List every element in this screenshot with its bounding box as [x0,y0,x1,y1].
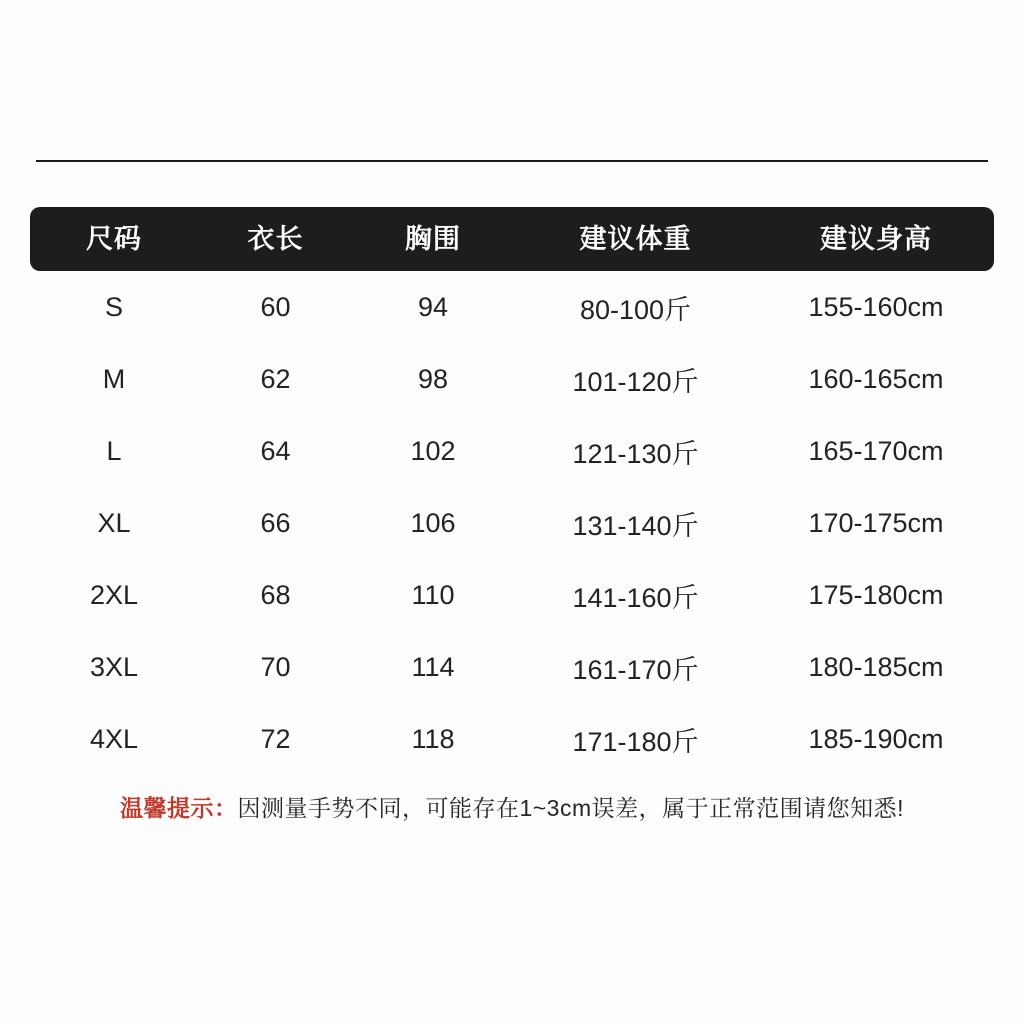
cell-length: 72 [260,723,291,754]
table-row [30,271,994,343]
size-table-container [30,207,994,775]
column-header-height: 建议身高 [820,224,932,254]
cell-size: S [104,291,123,322]
cell-weight: 101-120斤 [572,366,699,397]
table-row [30,415,994,487]
cell-weight: 161-170斤 [572,654,699,685]
cell-size: 2XL [89,579,139,610]
column-header-size: 尺码 [86,224,142,254]
cell-bust: 118 [411,723,455,754]
cell-size: M [102,363,126,394]
table-row [30,343,994,415]
cell-size: 3XL [89,651,139,682]
cell-height: 160-165cm [808,363,944,394]
cell-weight: 131-140斤 [572,510,699,541]
cell-size: L [106,435,122,466]
table-header-row [30,207,994,271]
cell-height: 185-190cm [808,723,944,754]
size-table [30,207,994,775]
cell-bust: 106 [410,507,456,538]
cell-size: XL [97,507,131,538]
measurement-note [30,790,994,823]
cell-height: 170-175cm [808,507,944,538]
cell-size: 4XL [89,723,139,754]
cell-length: 70 [260,651,291,682]
cell-height: 155-160cm [808,291,944,322]
cell-weight: 80-100斤 [579,294,692,325]
column-header-bust: 胸围 [405,224,461,254]
cell-weight: 171-180斤 [572,726,699,757]
table-header [30,207,994,271]
cell-length: 66 [260,507,291,538]
cell-bust: 98 [417,363,449,394]
table-row [30,703,994,775]
note-text: 因测量手势不同，可能存在1~3cm误差，属于正常范围请您知悉! [237,795,905,821]
top-divider [36,160,988,162]
note-label: 温馨提示： [119,795,238,821]
cell-bust: 94 [417,291,449,322]
cell-bust: 102 [410,435,456,466]
cell-length: 62 [260,363,291,394]
table-row [30,631,994,703]
table-body [30,271,994,775]
cell-bust: 110 [411,579,455,610]
cell-weight: 141-160斤 [572,582,699,613]
column-header-length: 衣长 [247,224,304,254]
cell-weight: 121-130斤 [572,438,699,469]
cell-bust: 114 [411,651,455,682]
cell-height: 165-170cm [808,435,944,466]
cell-height: 175-180cm [808,579,944,610]
cell-height: 180-185cm [808,651,944,682]
cell-length: 68 [260,579,291,610]
cell-length: 60 [260,291,291,322]
table-row [30,559,994,631]
cell-length: 64 [260,435,291,466]
column-header-weight: 建议体重 [579,224,692,254]
table-row [30,487,994,559]
